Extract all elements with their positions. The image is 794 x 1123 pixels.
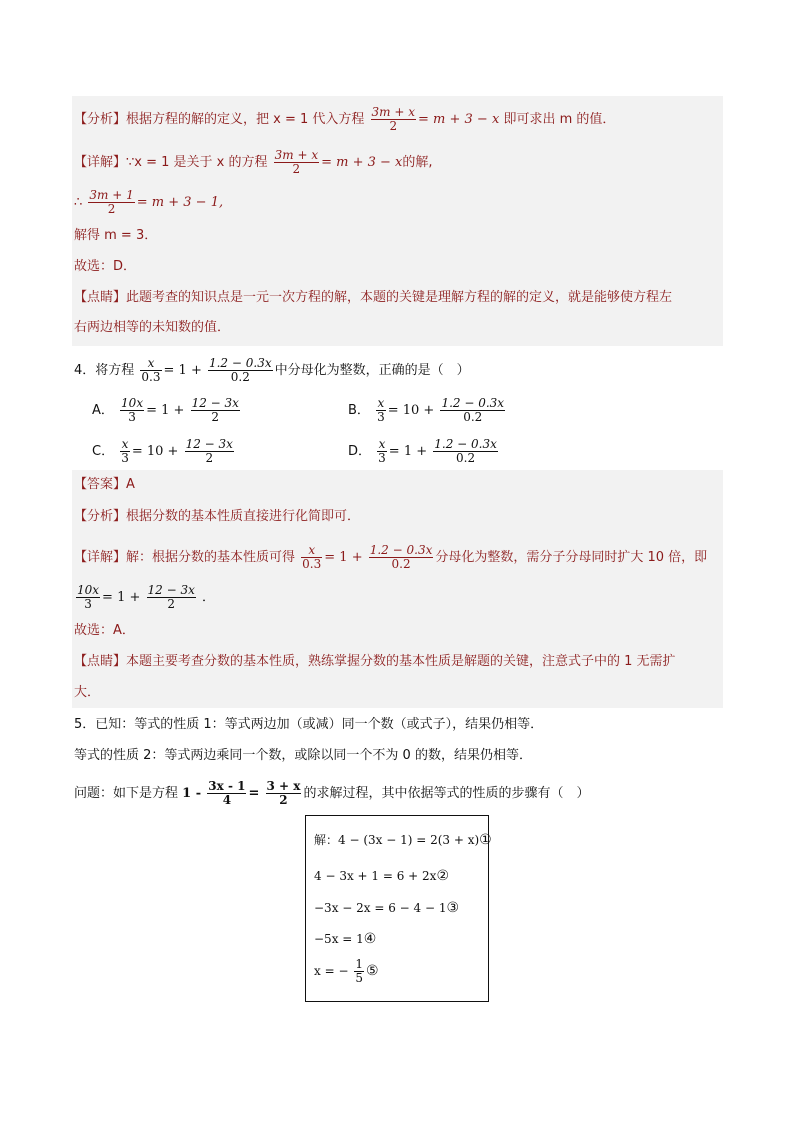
question-5-line3: 问题：如下是方程 1 - $\frac{3x - 1}{4}$ = $\frac{3 + x}{2}$ 的求解过程，其中依据等式的性质的步骤有（ ） (74, 779, 590, 807)
choose-line-q3: 故选：D． (74, 259, 137, 274)
comment-line1-q4: 【点睛】本题主要考查分数的基本性质，熟练掌握分数的基本性质是解题的关键，注意式子中的 1 无需扩 (74, 654, 676, 669)
answer-line-q4: 【答案】A (74, 477, 135, 492)
solution-block-q3 (72, 96, 723, 346)
option-c[interactable]: C． $\frac{x}{3}$ = 10 + $\frac{12 - 3x}{2}$ (92, 437, 233, 465)
equation-fraction: $\frac{3m + x}{2}$ (274, 148, 319, 176)
detail-line-q3: 【详解】∵x = 1 是关于 x 的方程 $\frac{3m + x}{2}$ = m + 3 − x的解, (74, 148, 433, 176)
comment-line1-q3: 【点睛】此题考查的知识点是一元一次方程的解，本题的关键是理解方程的解的定义，就是能够使方程左 (74, 290, 673, 305)
solve-line-q3: 解得 m = 3． (74, 228, 158, 243)
option-b[interactable]: B． $\frac{x}{3}$ = 10 + $\frac{1.2 - 0.3x}{0.2}$ (348, 396, 505, 424)
comment-line2-q3: 右两边相等的未知数的值． (74, 320, 231, 335)
therefore-line: ∴ $\frac{3m + 1}{2}$ = m + 3 − 1, (74, 188, 224, 216)
step-5: x = − $\frac{1}{5}$ ⑤ (314, 957, 379, 985)
choose-line-q4: 故选：A． (74, 623, 135, 638)
option-d[interactable]: D． $\frac{x}{3}$ = 1 + $\frac{1.2 - 0.3x}{0.2}$ (348, 437, 497, 465)
therefore-fraction: $\frac{3m + 1}{2}$ (89, 188, 134, 216)
equation-fraction: $\frac{3m + x}{2}$ (371, 105, 416, 133)
detail-tag: 【详解】 (74, 155, 127, 170)
detail-equation-q4: $\frac{10x}{3}$ = 1 + $\frac{12 - 3x}{2}$ ． (77, 583, 216, 611)
question-5-line2: 等式的性质 2：等式两边乘同一个数，或除以同一个不为 0 的数，结果仍相等． (74, 748, 532, 763)
option-a[interactable]: A． $\frac{10x}{3}$ = 1 + $\frac{12 - 3x}{2}$ (92, 396, 239, 424)
step-1: 解：4 − (3x − 1) = 2(3 + x)① (314, 832, 492, 848)
step-3: −3x − 2x = 6 − 4 − 1③ (314, 900, 460, 916)
analysis-line-q3: 【分析】根据方程的解的定义，把 x = 1 代入方程 $\frac{3m + x}{2}$ = m + 3 − x 即可求出 m 的值． (74, 105, 616, 133)
analysis-line-q4: 【分析】根据分数的基本性质直接进行化简即可． (74, 509, 361, 524)
step-4: −5x = 1④ (314, 931, 377, 947)
question-5-line1: 5．已知：等式的性质 1：等式两边加（或减）同一个数（或式子），结果仍相等． (74, 717, 544, 732)
step-2: 4 − 3x + 1 = 6 + 2x② (314, 868, 450, 884)
comment-line2-q4: 大． (74, 685, 101, 700)
detail-line-q4: 【详解】解：根据分数的基本性质可得 $\frac{x}{0.3}$ = 1 + $\frac{1.2 - 0.3x}{0.2}$ 分母化为整数，需分子分母同时扩大 10 倍，即 (74, 543, 708, 571)
analysis-tag: 【分析】 (74, 112, 127, 127)
question-4: 4．将方程 $\frac{x}{0.3}$ = 1 + $\frac{1.2 - 0.3x}{0.2}$ 中分母化为整数，正确的是（ ） (74, 356, 470, 384)
